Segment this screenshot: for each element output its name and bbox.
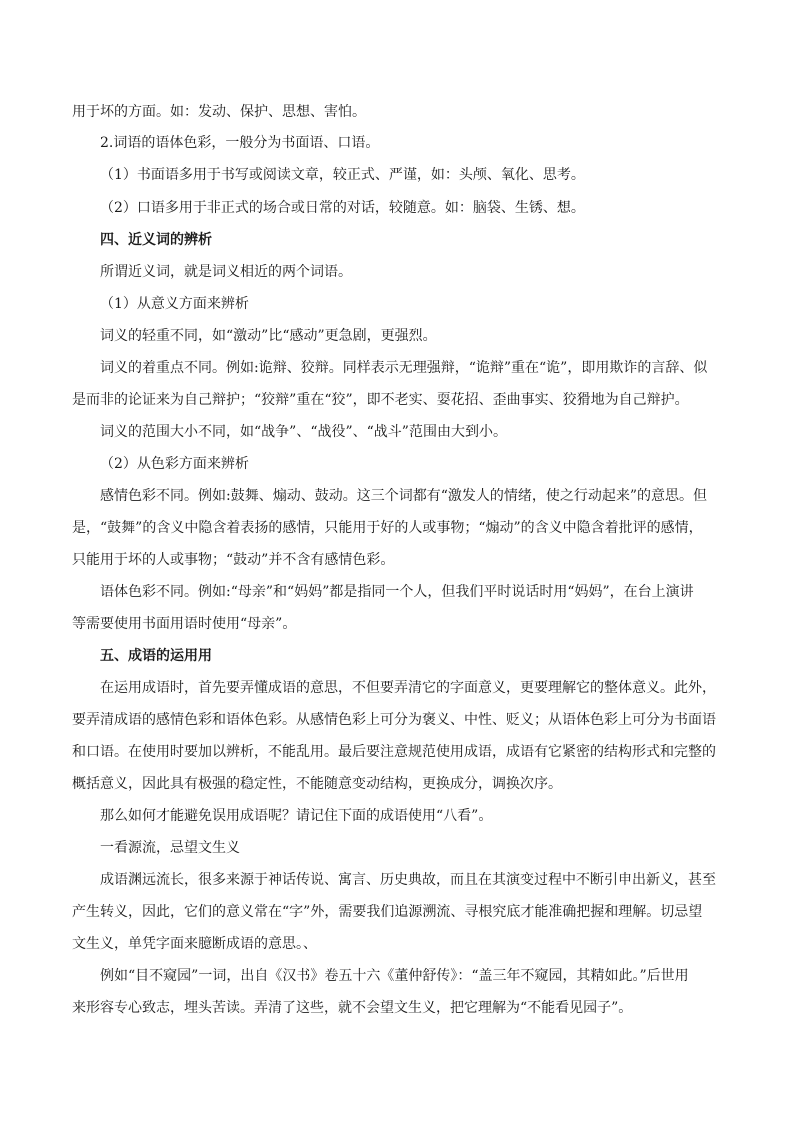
text-line: （1）书面语多用于书写或阅读文章，较正式、严谨，如：头颅、氧化、思考。 bbox=[100, 167, 585, 183]
text-line: 词义的轻重不同，如“激动”比“感动”更急剧，更强烈。 bbox=[100, 328, 437, 344]
text-line: 例如“目不窥园”一词，出自《汉书》卷五十六《董仲舒传》：“盖三年不窥园，其精如此。”后世用 bbox=[100, 968, 689, 984]
text-line: 和口语。在使用时要加以辨析，不能乱用。最后要注意规范使用成语，成语有它紧密的结构形式和完整的 bbox=[72, 744, 716, 760]
text-line: 在运用成语时，首先要弄懂成语的意思，不但要弄清它的字面意义，更要理解它的整体意义。此外， bbox=[100, 680, 716, 696]
text-line: 所谓近义词，就是词义相近的两个词语。 bbox=[100, 264, 352, 280]
text-line: 成语渊远流长，很多来源于神话传说、寓言、历史典故，而且在其演变过程中不断引申出新义，甚至 bbox=[100, 872, 716, 888]
text-line: 概括意义，因此具有极强的稳定性，不能随意变动结构，更换成分，调换次序。 bbox=[72, 776, 562, 792]
text-line: 2.词语的语体色彩，一般分为书面语、口语。 bbox=[100, 135, 380, 151]
text-line: 来形容专心致志，埋头苦读。弄清了这些，就不会望文生义，把它理解为“不能看见园子”。 bbox=[72, 1000, 633, 1016]
text-line: （1）从意义方面来辨析 bbox=[100, 296, 249, 312]
text-line: 只能用于坏的人或事物；“鼓动”并不含有感情色彩。 bbox=[72, 552, 395, 568]
text-line: 要弄清成语的感情色彩和语体色彩。从感情色彩上可分为褒义、中性、贬义；从语体色彩上可分为书面语 bbox=[72, 712, 716, 728]
text-line: 一看源流，忌望文生义 bbox=[100, 840, 240, 856]
text-line: 等需要使用书面用语时使用“母亲”。 bbox=[72, 616, 297, 632]
text-line: 词义的范围大小不同，如“战争”、“战役”、“战斗”范围由大到小。 bbox=[100, 424, 507, 440]
text-line: （2）从色彩方面来辨析 bbox=[100, 456, 249, 472]
text-line: 用于坏的方面。如：发动、保护、思想、害怕。 bbox=[72, 104, 366, 120]
text-line: 那么如何才能避免误用成语呢？请记住下面的成语使用“八看”。 bbox=[100, 808, 493, 824]
text-line: 是而非的论证来为自己辩护；“狡辩”重在“狡”，即不老实、耍花招、歪曲事实、狡猾地为自己辩护。 bbox=[72, 392, 689, 408]
text-line: 语体色彩不同。例如:“母亲”和“妈妈”都是指同一个人，但我们平时说话时用“妈妈”，在台上演讲 bbox=[100, 584, 694, 600]
text-line: 是，“鼓舞”的含义中隐含着表扬的感情，只能用于好的人或事物；“煽动”的含义中隐含着批评的感情， bbox=[72, 520, 703, 536]
text-line: 文生义，单凭字面来臆断成语的意思。、 bbox=[72, 936, 317, 952]
text-line: 感情色彩不同。例如:鼓舞、煽动、鼓动。这三个词都有“激发人的情绪，使之行动起来”的意思。但 bbox=[100, 488, 708, 504]
text-line: 词义的着重点不同。例如:诡辩、狡辩。同样表示无理强辩，“诡辩”重在“诡”，即用欺诈的言辞、似 bbox=[100, 360, 708, 376]
section-heading: 四、近义词的辨析 bbox=[100, 232, 212, 248]
text-line: 产生转义，因此，它们的意义常在“字”外，需要我们追源溯流、寻根究底才能准确把握和理解。切忌望 bbox=[72, 904, 703, 920]
text-line: （2）口语多用于非正式的场合或日常的对话，较随意。如：脑袋、生锈、想。 bbox=[100, 200, 585, 216]
section-heading: 五、成语的运用用 bbox=[100, 648, 212, 664]
